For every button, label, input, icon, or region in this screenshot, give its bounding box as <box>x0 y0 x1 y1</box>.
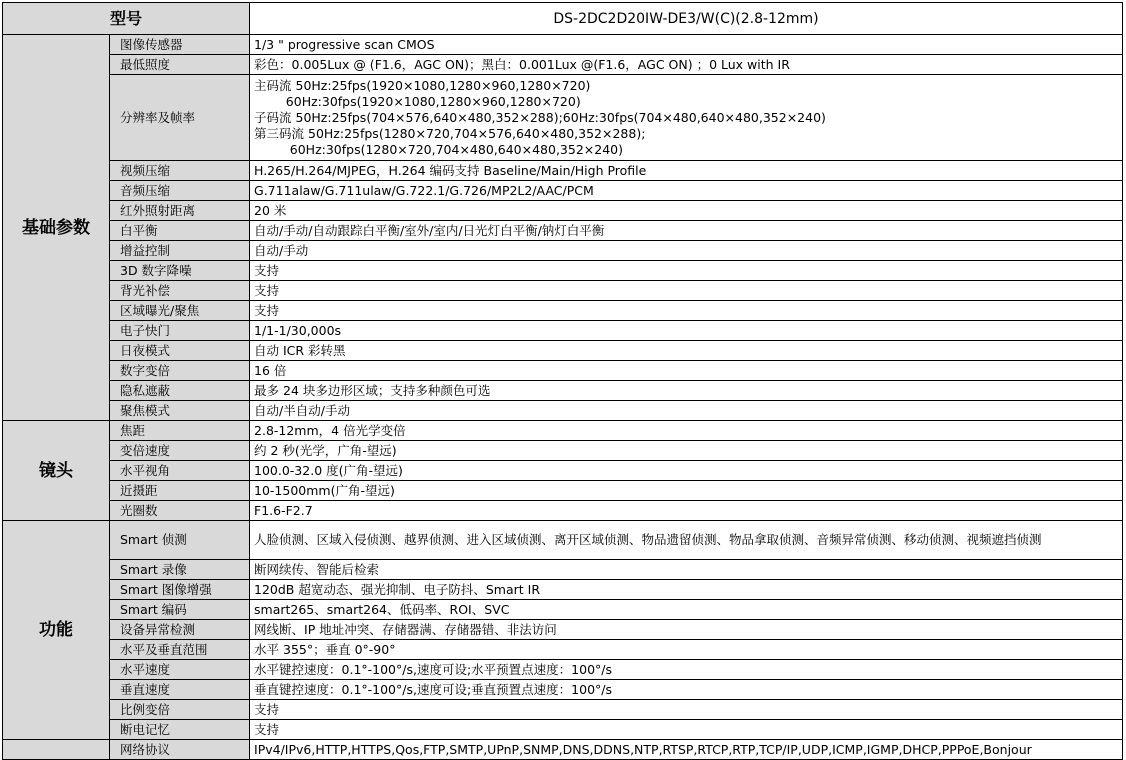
spec-value: 人脸侦测、区域入侵侦测、越界侦测、进入区域侦测、离开区域侦测、物品遗留侦测、物品拿取侦测、音频异常侦测、移动侦测、视频遮挡侦测 <box>250 521 1123 560</box>
spec-value: 支持 <box>250 700 1123 720</box>
spec-label: 垂直速度 <box>110 680 250 700</box>
spec-label: 日夜模式 <box>110 341 250 361</box>
spec-row <box>3 321 1123 341</box>
model-value: DS-2DC2D20IW-DE3/W(C)(2.8-12mm) <box>250 3 1123 35</box>
spec-label: 比例变倍 <box>110 700 250 720</box>
spec-label: 变倍速度 <box>110 441 250 461</box>
spec-label: 水平速度 <box>110 660 250 680</box>
spec-value: 水平键控速度：0.1°-100°/s,速度可设;水平预置点速度：100°/s <box>250 660 1123 680</box>
category-lens: 镜头 <box>3 421 110 521</box>
spec-row <box>3 261 1123 281</box>
spec-row <box>3 401 1123 421</box>
spec-row <box>3 281 1123 301</box>
spec-value: 10-1500mm(广角-望远) <box>250 481 1123 501</box>
spec-label: 背光补偿 <box>110 281 250 301</box>
spec-value: 支持 <box>250 261 1123 281</box>
spec-value: 水平 355°；垂直 0°-90° <box>250 640 1123 660</box>
spec-value-line: 60Hz:30fps(1920×1080,1280×960,1280×720) <box>254 93 581 109</box>
spec-table-body <box>3 3 1123 760</box>
spec-row <box>3 35 1123 55</box>
spec-label: 近摄距 <box>110 481 250 501</box>
spec-label: 光圈数 <box>110 501 250 521</box>
category-network <box>3 740 110 760</box>
spec-value-line: 第三码流 50Hz:25fps(1280×720,704×576,640×480,352×288); <box>254 125 646 141</box>
spec-label: 断电记忆 <box>110 720 250 740</box>
spec-label: 3D 数字降噪 <box>110 261 250 281</box>
spec-label: 网络协议 <box>110 740 250 760</box>
spec-row <box>3 660 1123 680</box>
spec-row <box>3 640 1123 660</box>
spec-row <box>3 341 1123 361</box>
spec-row <box>3 361 1123 381</box>
spec-value: 自动/半自动/手动 <box>250 401 1123 421</box>
spec-label: 隐私遮蔽 <box>110 381 250 401</box>
spec-value: 16 倍 <box>250 361 1123 381</box>
spec-row <box>3 740 1123 760</box>
spec-label: 白平衡 <box>110 221 250 241</box>
spec-value: G.711alaw/G.711ulaw/G.722.1/G.726/MP2L2/AAC/PCM <box>250 181 1123 201</box>
spec-label: 增益控制 <box>110 241 250 261</box>
spec-value: 支持 <box>250 301 1123 321</box>
spec-value: IPv4/IPv6,HTTP,HTTPS,Qos,FTP,SMTP,UPnP,SNMP,DNS,DDNS,NTP,RTSP,RTCP,RTP,TCP/IP,UDP,ICMP,IGMP,DHCP,PPPoE,Bonjour <box>250 740 1123 760</box>
spec-row <box>3 501 1123 521</box>
spec-label: 视频压缩 <box>110 161 250 181</box>
spec-label: 焦距 <box>110 421 250 441</box>
spec-label: 最低照度 <box>110 55 250 75</box>
spec-label: 电子快门 <box>110 321 250 341</box>
spec-label: 区域曝光/聚焦 <box>110 301 250 321</box>
spec-value: 最多 24 块多边形区域；支持多种颜色可选 <box>250 381 1123 401</box>
spec-label: 水平及垂直范围 <box>110 640 250 660</box>
spec-label: 水平视角 <box>110 461 250 481</box>
spec-label: 分辨率及帧率 <box>110 75 250 161</box>
spec-row <box>3 421 1123 441</box>
spec-row <box>3 620 1123 640</box>
spec-value: 彩色：0.005Lux @ (F1.6，AGC ON)；黑白：0.001Lux @(F1.6，AGC ON) ；0 Lux with IR <box>250 55 1123 75</box>
spec-row <box>3 221 1123 241</box>
spec-row <box>3 481 1123 501</box>
spec-row <box>3 301 1123 321</box>
spec-row <box>3 75 1123 161</box>
spec-label: Smart 录像 <box>110 560 250 580</box>
spec-row <box>3 55 1123 75</box>
spec-value-line: 60Hz:30fps(1280×720,704×480,640×480,352×240) <box>254 141 623 157</box>
spec-label: 音频压缩 <box>110 181 250 201</box>
spec-label: Smart 编码 <box>110 600 250 620</box>
spec-value: 120dB 超宽动态、强光抑制、电子防抖、Smart IR <box>250 580 1123 600</box>
spec-value: 自动/手动/自动跟踪白平衡/室外/室内/日光灯白平衡/钠灯白平衡 <box>250 221 1123 241</box>
spec-row <box>3 201 1123 221</box>
spec-value: 网线断、IP 地址冲突、存储器满、存储器错、非法访问 <box>250 620 1123 640</box>
spec-row <box>3 521 1123 560</box>
spec-value: 约 2 秒(光学，广角-望远) <box>250 441 1123 461</box>
spec-label: 图像传感器 <box>110 35 250 55</box>
spec-value: H.265/H.264/MJPEG，H.264 编码支持 Baseline/Main/High Profile <box>250 161 1123 181</box>
spec-value: 自动/手动 <box>250 241 1123 261</box>
spec-row <box>3 461 1123 481</box>
spec-label: 聚焦模式 <box>110 401 250 421</box>
spec-value: 支持 <box>250 281 1123 301</box>
spec-label: Smart 侦测 <box>110 521 250 560</box>
spec-label: Smart 图像增强 <box>110 580 250 600</box>
spec-value: 1/3 " progressive scan CMOS <box>250 35 1123 55</box>
category-basic-params: 基础参数 <box>3 35 110 421</box>
spec-value: 断网续传、智能后检索 <box>250 560 1123 580</box>
spec-row <box>3 700 1123 720</box>
category-functions: 功能 <box>3 521 110 740</box>
spec-value-line: 主码流 50Hz:25fps(1920×1080,1280×960,1280×720) <box>254 77 591 93</box>
spec-value: F1.6-F2.7 <box>250 501 1123 521</box>
spec-row <box>3 161 1123 181</box>
spec-label: 设备异常检测 <box>110 620 250 640</box>
spec-label: 红外照射距离 <box>110 201 250 221</box>
spec-row <box>3 720 1123 740</box>
spec-row <box>3 560 1123 580</box>
model-row <box>3 3 1123 35</box>
spec-row <box>3 680 1123 700</box>
spec-table <box>2 2 1123 760</box>
spec-value: 支持 <box>250 720 1123 740</box>
spec-value: 垂直键控速度：0.1°-100°/s,速度可设;垂直预置点速度：100°/s <box>250 680 1123 700</box>
spec-value-line: 子码流 50Hz:25fps(704×576,640×480,352×288);60Hz:30fps(704×480,640×480,352×240) <box>254 109 826 125</box>
spec-value <box>250 75 1123 161</box>
spec-value: 2.8-12mm，4 倍光学变倍 <box>250 421 1123 441</box>
spec-value: 1/1-1/30,000s <box>250 321 1123 341</box>
spec-row <box>3 441 1123 461</box>
spec-row <box>3 181 1123 201</box>
spec-row <box>3 241 1123 261</box>
spec-value: smart265、smart264、低码率、ROI、SVC <box>250 600 1123 620</box>
spec-row <box>3 580 1123 600</box>
spec-row <box>3 381 1123 401</box>
spec-row <box>3 600 1123 620</box>
spec-value: 20 米 <box>250 201 1123 221</box>
spec-value: 100.0-32.0 度(广角-望远) <box>250 461 1123 481</box>
spec-value: 自动 ICR 彩转黑 <box>250 341 1123 361</box>
spec-label: 数字变倍 <box>110 361 250 381</box>
model-label: 型号 <box>3 3 250 35</box>
